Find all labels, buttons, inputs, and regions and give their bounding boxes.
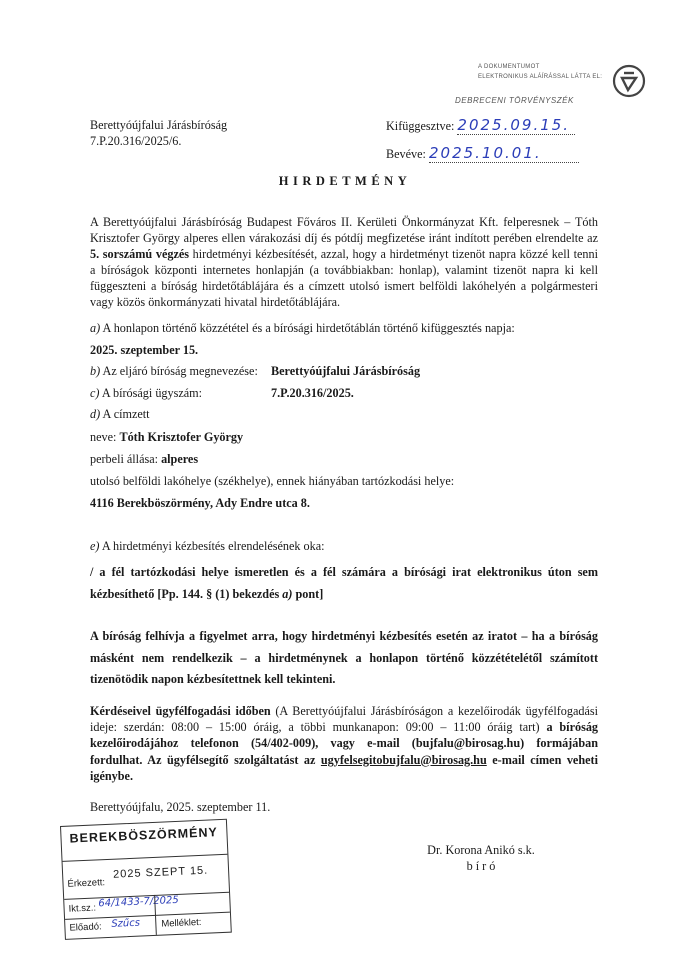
stamp-melleklet-label: Melléklet: <box>161 916 202 930</box>
stamp-received-date: 2025 SZEPT 15. <box>112 864 209 881</box>
signer-name: Dr. Korona Anikó s.k. <box>427 843 535 857</box>
recipient-name: Tóth Krisztofer György <box>119 430 244 444</box>
item-c <box>90 386 202 401</box>
item-a-text: A honlapon történő közzététel és a bírósági hirdetőtáblán történő kifüggesztés napja: <box>102 321 515 335</box>
contact-bold-3: e-mail címen veheti igénybe. <box>90 752 598 783</box>
esig-line1: A DOKUMENTUMOT <box>478 64 540 70</box>
item-d-letter: d) <box>90 407 101 421</box>
item-e-text: A hirdetményi kézbesítés elrendelésének oka: <box>101 539 325 553</box>
stamp-title: BEREKBÖSZÖRMÉNY <box>69 825 219 846</box>
item-a <box>90 321 515 336</box>
recipient-role-row <box>90 452 198 467</box>
case-number: 7.P.20.316/2025/6. <box>90 134 182 148</box>
item-e-letter: e) <box>90 539 100 553</box>
debreceni-torvenyszek-stamp: DEBRECENI TÖRVÉNYSZÉK <box>455 96 574 105</box>
item-b-value: Berettyóújfalui Járásbíróság <box>271 364 421 378</box>
item-b-text: Az eljáró bíróság megnevezése: <box>102 364 258 378</box>
intro-bold: 5. sorszámú végzés <box>90 247 190 262</box>
item-d-text: A címzett <box>102 407 150 421</box>
item-e-reason <box>90 561 598 605</box>
posted-field <box>457 116 575 135</box>
court-header <box>90 117 227 149</box>
recipient-role-label: perbeli állása: <box>90 452 159 466</box>
item-b <box>90 364 258 379</box>
item-c-letter: c) <box>90 386 100 400</box>
stamp-ikt-label: Ikt.sz.: <box>68 902 97 915</box>
received-field <box>429 144 579 163</box>
received-label: Bevéve: <box>386 147 426 161</box>
warning-paragraph: A bíróság felhívja a figyelmet arra, hogy hirdetményi kézbesítés esetén az iratot – ha a bíróság másként nem rendelkezik – a hirdetménynek a honlapon történő közzétételétől számított tizenötödik napon kézbesítettnek kell tekinteni. <box>90 629 598 686</box>
esig-line2: ELEKTRONIKUS ALÁÍRÁSSAL LÁTTA EL: <box>478 74 603 80</box>
document-title: HIRDETMÉNY <box>278 174 412 188</box>
recipient-role: alperes <box>161 452 199 466</box>
item-a-letter: a) <box>90 321 101 335</box>
contact-bold-1: Kérdéseivel ügyfélfogadási időben <box>90 704 271 718</box>
intro-text-1: A Berettyóújfalui Járásbíróság Budapest Főváros II. Kerületi Önkormányzat Kft. felperesnek – Tóth Krisztofer György alperes ellen várakozási díj és pótdíj megfizetése iránt indított perében elrendelte az <box>90 215 598 246</box>
recipient-address-label: utolsó belföldi lakóhelye (székhelye), ennek hiányában tartózkodási helye: <box>90 474 455 488</box>
item-e-reason-italic: a) <box>282 587 293 601</box>
item-c-text: A bírósági ügyszám: <box>101 386 203 400</box>
received-handwritten-date: 2025.10.01. <box>428 144 542 162</box>
recipient-address: 4116 Berekböszörmény, Ady Endre utca 8. <box>90 496 310 510</box>
posted-row <box>386 116 575 135</box>
intro-text-2: hirdetményi kézbesítését, azzal, hogy a hirdetményt tizenöt napra közzé kell tenni a bíróságok központi internetes honlapján (a továbbiakban: honlap), valamint tizenöt napra ki kell függeszteni a bíróság hirdetőtáblájára és a címzett utolsó ismert belföldi lakóhelyén a polgármesteri vagy közös önkormányzati hivatal hirdetőtáblájára. <box>90 247 598 310</box>
received-row <box>386 144 579 163</box>
item-a-value: 2025. szeptember 15. <box>90 343 199 357</box>
electronic-signature-icon <box>612 64 646 98</box>
item-e-reason-text: / a fél tartózkodási helye ismeretlen és a fél számára a bírósági irat elektronikus úton sem kézbesíthető [Pp. 144. § (1) bekezdés <box>90 565 598 601</box>
intro-paragraph <box>90 214 598 311</box>
posted-handwritten-date: 2025.09.15. <box>457 116 571 134</box>
helpdesk-email-link[interactable]: ugyfelsegitobujfalu@birosag.hu <box>320 752 487 767</box>
contact-text-1: (A Berettyóújfalui Járásbíróságon a kezelőirodák ügyfélfogadási ideje: szerdán: 08:00 – 15:00 óráig, a többi munkanapon: 09:00 – 11:00 óráig tart) <box>90 704 598 735</box>
signer-block <box>426 842 536 874</box>
registration-stamp <box>60 819 232 940</box>
electronic-signature-note <box>478 62 602 82</box>
court-name: Berettyóújfalui Járásbíróság <box>90 118 228 132</box>
contact-paragraph <box>90 703 598 784</box>
place-date: Berettyóújfalu, 2025. szeptember 11. <box>90 800 271 814</box>
recipient-name-label: neve: <box>90 430 117 444</box>
stamp-received-label: Érkezett: <box>67 877 106 890</box>
item-d <box>90 407 150 422</box>
posted-label: Kifüggesztve: <box>386 119 455 133</box>
stamp-eloado-label: Előadó: <box>69 921 102 934</box>
recipient-name-row <box>90 430 243 445</box>
item-b-letter: b) <box>90 364 101 378</box>
item-e <box>90 539 325 554</box>
stamp-divider <box>63 854 228 862</box>
stamp-ikt-handwritten: 64/1433-7/2025 <box>98 894 179 910</box>
item-c-value: 7.P.20.316/2025. <box>271 386 354 400</box>
signer-role: b í r ó <box>466 859 496 873</box>
contact-bold-2: a bíróság kezelőirodájához telefonon (54/402-009), vagy e-mail (bujfalu@birosag.hu) formájában fordulhat. Az ügyfélsegítő szolgáltatást az <box>90 720 599 767</box>
stamp-eloado-handwritten: Szűcs <box>111 917 141 930</box>
item-e-reason-end: pont] <box>292 587 324 601</box>
